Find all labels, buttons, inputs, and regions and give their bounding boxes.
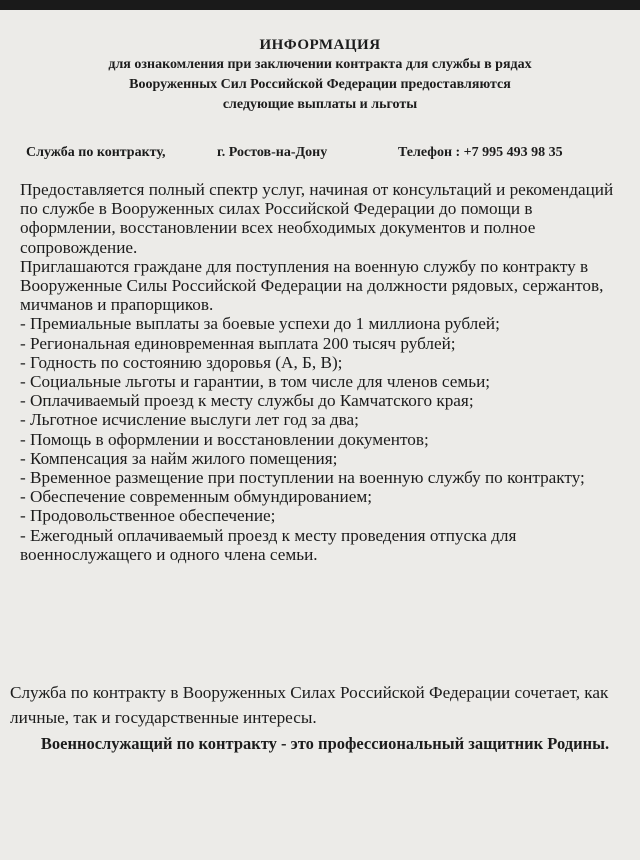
benefit-item-8: - Компенсация за найм жилого помещения; [20, 448, 338, 468]
phone-number: Телефон : +7 995 493 98 35 [398, 145, 563, 160]
document-body [20, 180, 620, 564]
header-line-1: для ознакомления при заключении контракта для службы в рядах [108, 57, 532, 72]
benefit-item-5: - Оплачиваемый проезд к месту службы до Камчатского края; [20, 391, 474, 411]
motto-statement: Военнослужащий по контракту - это профессиональный защитник Родины. [40, 734, 610, 753]
document-sheet [0, 10, 640, 860]
contact-line [0, 145, 640, 167]
header-line-2: Вооруженных Сил Российской Федерации предоставляются [129, 77, 511, 92]
benefit-item-11: - Продовольственное обеспечение; [20, 506, 276, 526]
benefit-item-3: - Годность по состоянию здоровья (А, Б, В); [20, 352, 343, 372]
benefit-item-9: - Временное размещение при поступлении на военную службу по контракту; [20, 468, 585, 488]
document-header [0, 36, 640, 115]
benefit-item-4: - Социальные льготы и гарантии, в том числе для членов семьи; [20, 372, 491, 392]
intro-paragraph-1: Предоставляется полный спектр услуг, начиная от консультаций и рекомендаций по службе в Вооруженных силах Российской Федерации до помощи в оформлении, восстановлении всех необходимых документов и полное сопровождение. [20, 180, 614, 257]
benefit-item-2: - Региональная единовременная выплата 200 тысяч рублей; [20, 333, 456, 353]
document-title: ИНФОРМАЦИЯ [259, 37, 381, 53]
benefit-item-6: - Льготное исчисление выслуги лет год за два; [20, 410, 359, 430]
benefit-item-7: - Помощь в оформлении и восстановлении документов; [20, 429, 429, 449]
city-label: г. Ростов-на-Дону [217, 145, 328, 160]
intro-paragraph-2: Приглашаются граждане для поступления на военную службу по контракту в Вооруженные Силы Российской Федерации на должности рядовых, сержантов, мичманов и прапорщиков. [20, 256, 604, 315]
benefit-item-10: - Обеспечение современным обмундированием; [20, 487, 372, 507]
service-label: Служба по контракту, [26, 145, 166, 160]
benefit-item-12: - Ежегодный оплачиваемый проезд к месту проведения отпуска для военнослужащего и одного члена семьи. [20, 525, 517, 564]
benefit-item-1: - Премиальные выплаты за боевые успехи до 1 миллиона рублей; [20, 314, 500, 334]
header-line-3: следующие выплаты и льготы [222, 97, 418, 112]
closing-paragraph: Служба по контракту в Вооруженных Силах Российской Федерации сочетает, как личные, так и государственные интересы. [10, 683, 609, 728]
